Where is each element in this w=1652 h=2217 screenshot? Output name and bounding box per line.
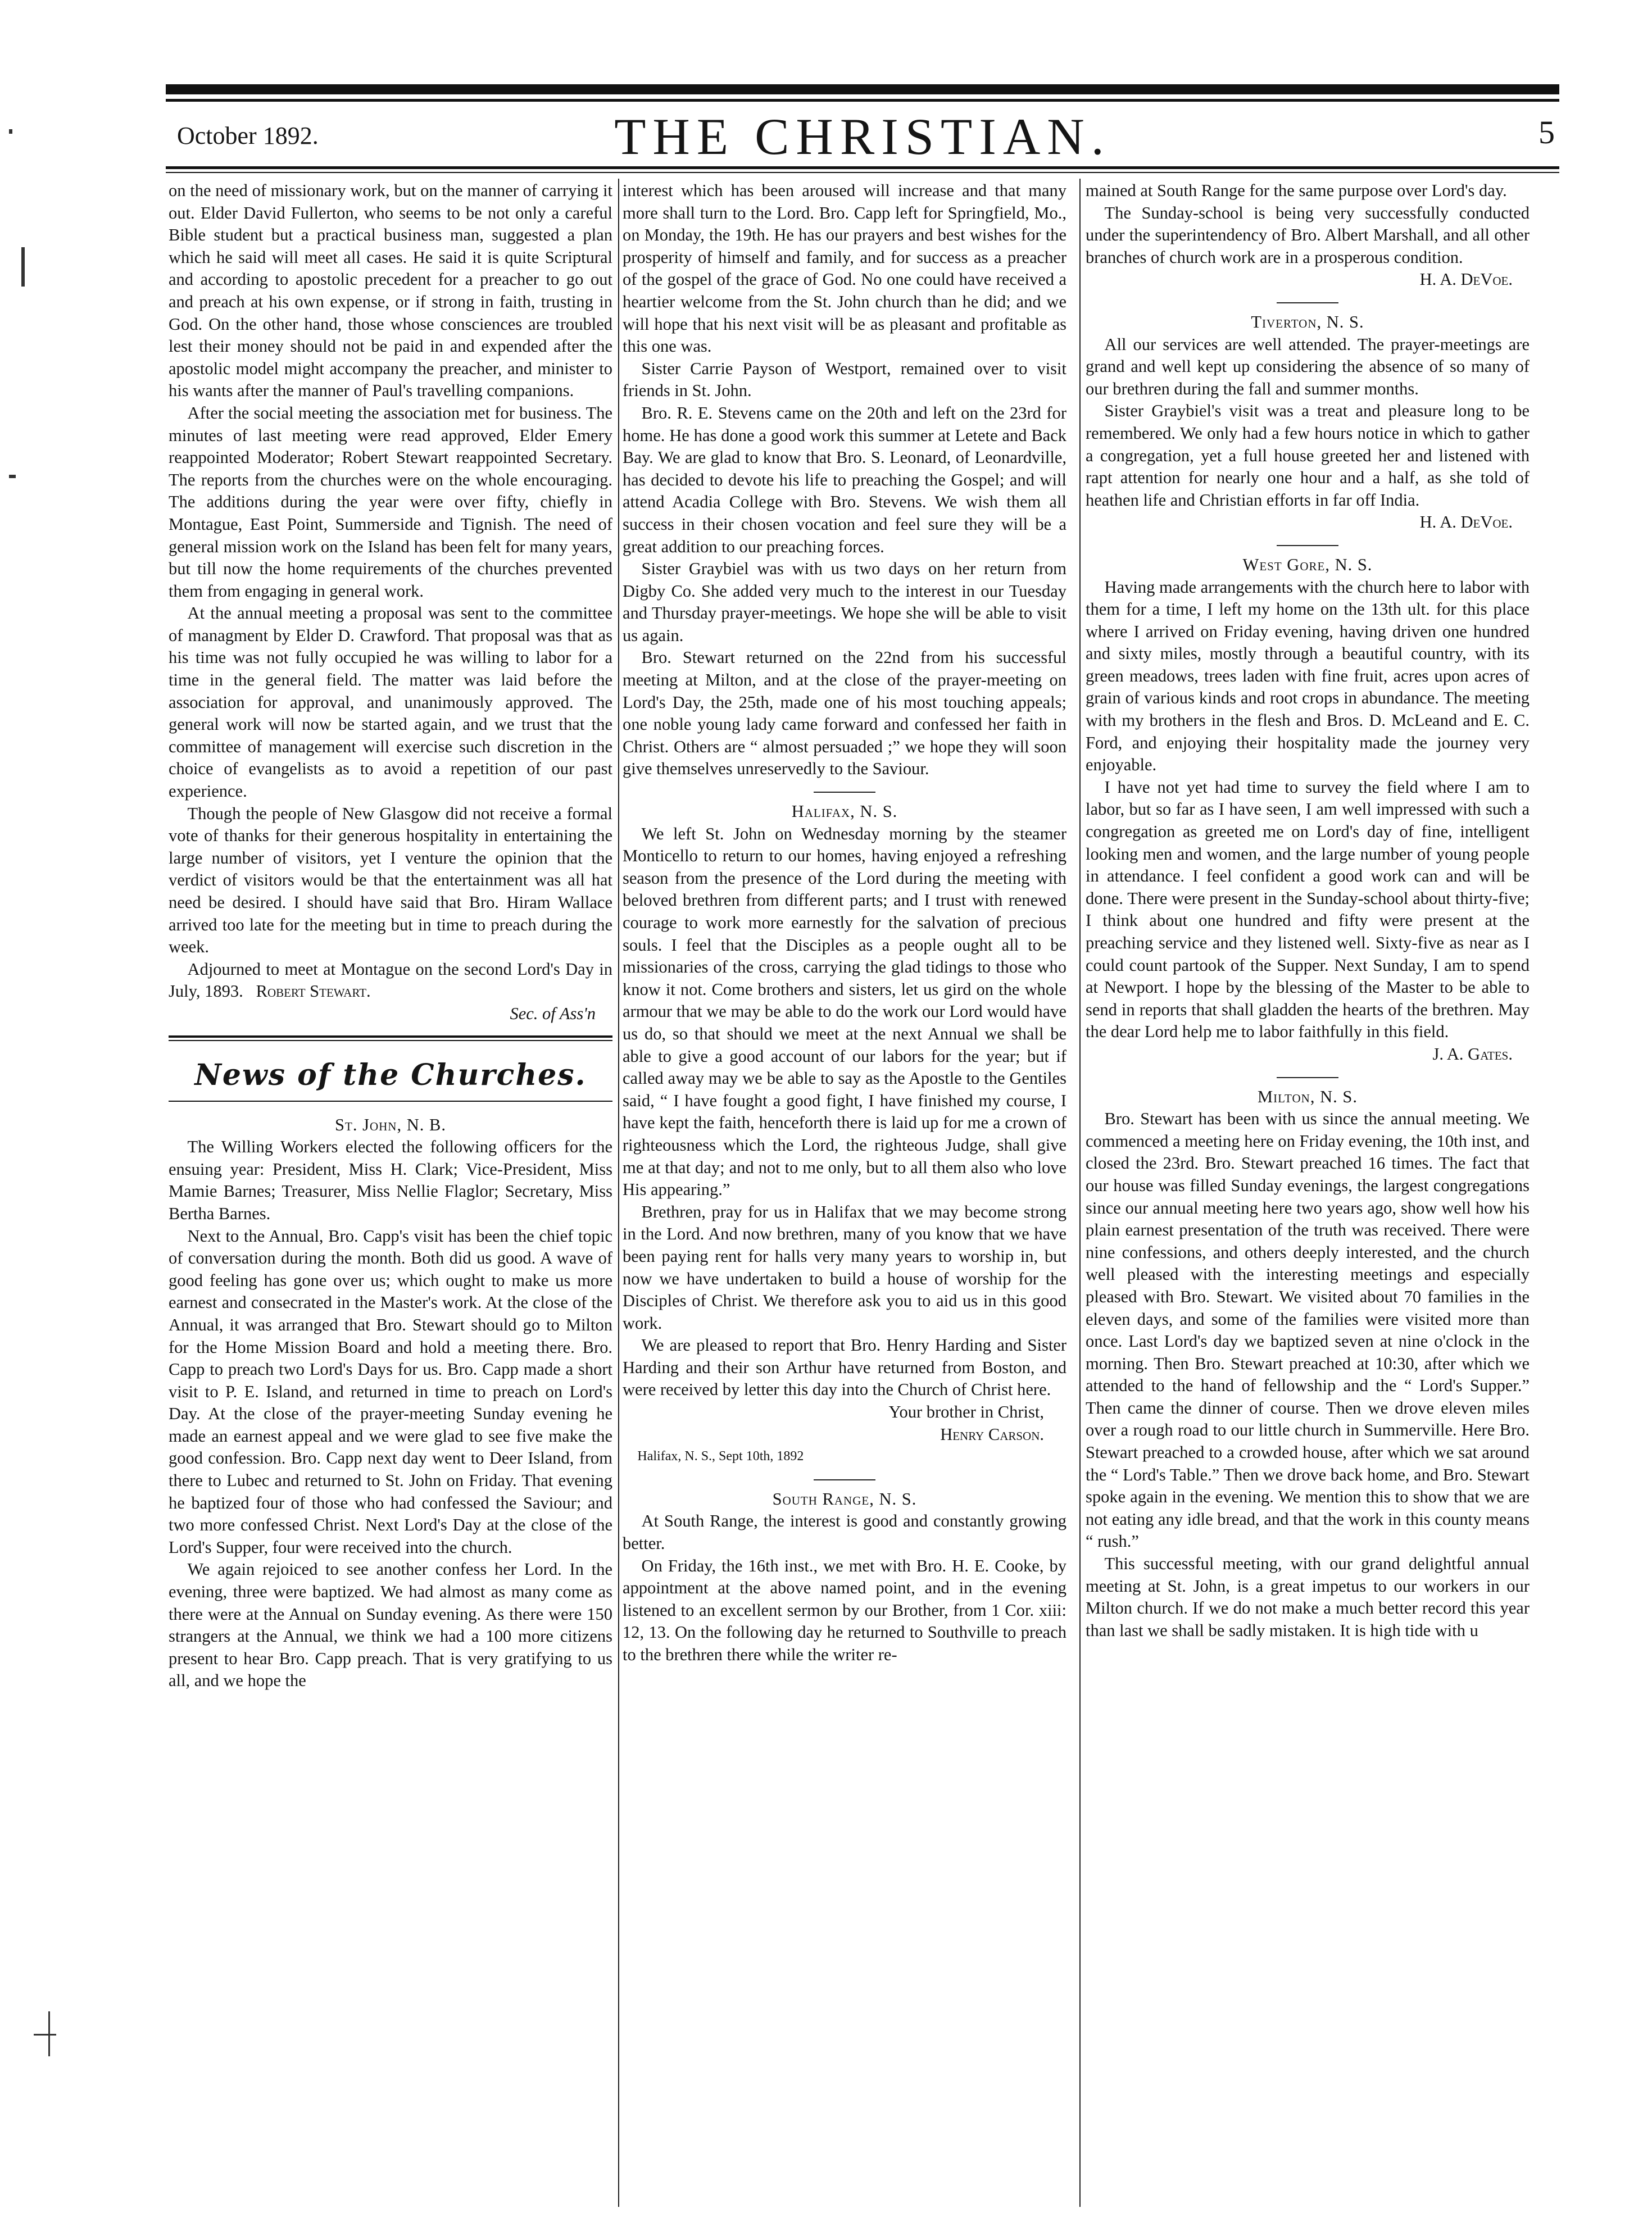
paragraph: At the annual meeting a proposal was sent to the committee of managment by Elder D. Crawford. That proposal was that as his time was not fully occupied he was willing to labor for a time in the general field. The matter was laid before the association for approval, and unanimously approved. The general work will now be started again, and we trust that the committee of management will exercise such discretion in the choice of evangelists as to avoid a repetition of our past experience.	[169, 603, 612, 801]
signature: J. A. Gates.	[1432, 1044, 1513, 1064]
paragraph: interest which has been aroused will increase and that many more shall turn to the Lord. Bro. Capp left for Springfield, Mo., on Monday, the 19th. He has our prayers and best wishes for the prosperity of himself and family, and for success as a preacher of the gospel of the grace of God. No one could have received a heartier welcome from the St. John church than he did; and we will hope that his next visit will be as pleasant and profitable as this one was.	[623, 181, 1066, 356]
column-1	[169, 180, 612, 2202]
paragraph-text: Adjourned to meet at Montague on the second Lord's Day in July, 1893.	[169, 959, 612, 1001]
paragraph: Sister Graybiel's visit was a treat and pleasure long to be remembered. We only had a few hours notice in which to gather a congregation, yet a full house greeted her and listened with rapt attention for nearly one hour and a half, as she told of heathen life and Christian efforts in far off India.	[1086, 401, 1530, 510]
article-heading: South Range, N. S.	[772, 1489, 917, 1509]
paragraph: The Sunday-school is being very successfully conducted under the superintendency of Bro. Albert Marshall, and all other branches of church work are in a prosperous condition.	[1086, 203, 1530, 267]
section-title: News of the Churches.	[194, 1057, 587, 1092]
paragraph: Next to the Annual, Bro. Capp's visit has been the chief topic of conversation during the month. Both did us good. A wave of good feeling has gone over us; which ought to make us more earnest and consecrated in the Master's work. At the close of the Annual, it was arranged that Bro. Stewart should go to Milton for the Home Mission Board and hold a meeting there. Bro. Capp to preach two Lord's Days for us. Bro. Capp made a short visit to P. E. Island, and returned in time to preach on Lord's Day. At the close of the prayer-meeting Sunday evening he made an earnest appeal and we were glad to see five make the good confession. Bro. Capp next day went to Deer Island, from there to Lubec and returned to St. John on Friday. That evening he baptized four of those who had confessed the Saviour; and two more confessed Christ. Next Lord's Day at the close of the Lord's Supper, four were received into the church.	[169, 1226, 612, 1557]
section-title-rule	[169, 1101, 612, 1102]
column-divider-1	[618, 179, 619, 2207]
paragraph: All our services are well attended. The prayer-meetings are grand and well kept up considering the absence of so many of our brethren during the fall and summer months.	[1086, 334, 1530, 398]
article-heading: West Gore, N. S.	[1242, 555, 1373, 574]
article-heading: Milton, N. S.	[1258, 1087, 1358, 1106]
signature: H. A. DeVoe.	[1419, 512, 1513, 532]
paragraph: Having made arrangements with the church here to labor with them for a time, I left my home on the 13th ult. for this place where I arrived on Friday evening, having driven one hundred and sixty miles, mostly through a beautiful country, with its green meadows, trees laden with fine fruit, acres upon acres of grain of various kinds and root crops in abundance. The meeting with my brothers in the flesh and Bros. D. McLeand and E. C. Ford, and enjoying their hospitality made the journey very enjoyable.	[1086, 577, 1530, 775]
column-2	[623, 180, 1066, 2202]
article-heading: St. John, N. B.	[335, 1115, 446, 1134]
scan-mark	[34, 2034, 56, 2036]
paragraph: This successful meeting, with our grand delightful annual meeting at St. John, is a great impetus to our workers in our Milton church. If we do not make a much better record this year than last we shall be sadly mistaken. It is high tide with u	[1086, 1554, 1530, 1640]
paragraph: On Friday, the 16th inst., we met with Bro. H. E. Cooke, by appointment at the above named point, and in the evening listened to an excellent sermon by our Brother, from 1 Cor. xiii: 12, 13. On the following day he returned to Southville to preach to the brethren there while the writer re-	[623, 1556, 1066, 1664]
article-separator	[1277, 545, 1338, 546]
signature: H. A. DeVoe.	[1419, 270, 1513, 289]
article-heading: Halifax, N. S.	[791, 802, 898, 821]
newspaper-title: THE CHRISTIAN.	[614, 108, 1111, 165]
top-thin-rule	[166, 99, 1559, 102]
top-thick-rule	[166, 84, 1559, 94]
paragraph	[169, 958, 612, 1003]
paragraph: Brethren, pray for us in Halifax that we may become strong in the Lord. And now brethren, many of you know that we have been paying rent for halls very many years to worship in, but now we have undertaken to build a house of worship for the Disciples of Christ. We therefore ask you to aid us in this good work.	[623, 1202, 1066, 1333]
paragraph: We left St. John on Wednesday morning by the steamer Monticello to return to our homes, having enjoyed a refreshing season from the presence of the Lord during the meeting with beloved brethren from different parts; and I trust with renewed courage to work more earnestly for the salvation of precious souls. I feel that the Disciples as a people ought all to be missionaries of the cross, carrying the glad tidings to those who know it not. Come brothers and sisters, let us gird on the whole armour that we may be able to do the work our Lord would have us do, so that should we meet at the next Annual we shall be able to give a good account of our labors for the year; but if called away may we be able to say as the Apostle to the Gentiles said, “ I have fought a good fight, I have finished my course, I have kept the faith, henceforth there is laid up for me a crown of righteousness which the Lord, the righteous Judge, shall give me at that day; and not to me only, but to all them also who love His appearing.”	[623, 824, 1066, 1200]
section-rule-thin	[169, 1040, 612, 1041]
paragraph: We again rejoiced to see another confess her Lord. In the evening, three were baptized. We had almost as many come as there were at the Annual on Sunday evening. As there were 150 strangers at the Annual, we think we had a 100 more citizens present to hear Bro. Capp preach. That is very gratifying to us all, and we hope the	[169, 1560, 612, 1691]
masthead	[166, 107, 1559, 163]
article-heading: Tiverton, N. S.	[1251, 312, 1364, 331]
masthead-rule-thin	[166, 172, 1559, 173]
paragraph: After the social meeting the association met for business. The minutes of last meeting were read approved, Elder Emery reappointed Moderator; Robert Stewart reappointed Secretary. The reports from the churches were on the whole encouraging. The additions during the year were over fifty, chiefly in Montague, East Point, Summerside and Tignish. The need of general mission work on the Island has been felt for many years, but till now the home requirements of the churches prevented them from engaging in general work.	[169, 403, 612, 601]
dateline: Halifax, N. S., Sept 10th, 1892	[637, 1449, 804, 1464]
paragraph: Sister Graybiel was with us two days on her return from Digby Co. She added very much to the interest in our Tuesday and Thursday prayer-meetings. We hope she will be able to visit us again.	[623, 559, 1066, 645]
article-separator	[1277, 1077, 1338, 1078]
masthead-rule	[166, 166, 1559, 169]
paragraph: Bro. R. E. Stevens came on the 20th and left on the 23rd for home. He has done a good work this summer at Letete and Back Bay. We are glad to know that Bro. S. Leonard, of Leonardville, has decided to devote his life to preaching the Gospel; and will attend Acadia College with Bro. Stevens. We wish them all success in their chosen vocation and feel sure they will be a great addition to our preaching forces.	[623, 403, 1066, 556]
paragraph: Though the people of New Glasgow did not receive a formal vote of thanks for their generous hospitality in entertaining the large number of visitors, yet I venture the opinion that the verdict of visitors would be that the entertainment was all hat need be desired. I should have said that Bro. Hiram Wallace arrived too late for the meeting but in time to preach during the week.	[169, 803, 612, 957]
page-number: 5	[1538, 114, 1555, 151]
paragraph: We are pleased to report that Bro. Henry Harding and Sister Harding and their son Arthur have returned from Boston, and were received by letter this day into the Church of Christ here.	[623, 1335, 1066, 1400]
signature: Henry Carson.	[940, 1424, 1044, 1444]
scan-mark	[9, 475, 16, 478]
paragraph: Bro. Stewart returned on the 22nd from his successful meeting at Milton, and at the close of the prayer-meeting on Lord's Day, the 25th, made one of his most touching appeals; one noble young lady came forward and confessed her faith in Christ. Others are “ almost persuaded ;” we hope they will soon give themselves unreservedly to the Saviour.	[623, 648, 1066, 779]
scan-mark	[48, 2011, 50, 2056]
paragraph: Bro. Stewart has been with us since the annual meeting. We commenced a meeting here on Friday evening, the 10th inst, and closed the 23rd. Bro. Stewart preached 16 times. The fact that our house was filled Sunday evenings, the largest congregations since our annual meeting here two years ago, show well how his plain earnest presentation of the truth was received. There were nine confessions, and others deeply interested, and the church well pleased with the interesting meetings and especially pleased with Bro. Stewart. We visited about 70 families in the eleven days, and some of the families were visited more than once. Last Lord's day we baptized seven at nine o'clock in the morning. Then Bro. Stewart preached at 10:30, after which we attended to the hand of fellowship and the “ Lord's Supper.” Then came the dinner of course. Then we drove eleven miles over a rough road to our little church in Summerville. Here Bro. Stewart preached to a crowded house, after which we sat around the “ Lord's Table.” Then we drove back home, and Bro. Stewart spoke again in the evening. We mention this to show that we are not eating any idle bread, and that the work in this county means “ rush.”	[1086, 1109, 1530, 1551]
scan-mark	[9, 129, 12, 134]
signature: Robert Stewart.	[256, 982, 371, 1001]
paragraph: on the need of missionary work, but on the manner of carrying it out. Elder David Fullerton, who seems to be not only a careful Bible student but a practical business man, suggested a plan which he said will meet all cases. He said it is quite Scriptural and according to apostolic precedent for a preacher to go out and preach at his own expense, or if strong in faith, trusting in God. On the other hand, those whose consciences are troubled lest their money should not be paid in and expended after the apostolic model might accompany the preacher, and minister to his wants after the manner of Paul's travelling companions.	[169, 181, 612, 401]
signature-title: Sec. of Ass'n	[510, 1003, 596, 1023]
article-separator	[1277, 302, 1338, 303]
paragraph: I have not yet had time to survey the field where I am to labor, but so far as I have seen, I am well impressed with such a congregation as greeted me on Lord's day of fine, intelligent looking men and women, and the large number of young people in attendance. I feel confident a good work can and will be done. There were present in the Sunday-school about thirty-five; I think about one hundred and fifty were present at the preaching service and they listened well. Sixty-five as near as I could count partook of the Supper. Next Sunday, I am to spend at Newport. I hope by the blessing of the Master to be able to send in reports that shall gladden the hearts of the brethren. May the dear Lord help me to labor faithfully in this field.	[1086, 777, 1530, 1042]
section-rule	[169, 1035, 612, 1038]
paragraph: The Willing Workers elected the following officers for the ensuing year: President, Miss H. Clark; Vice-President, Miss Mamie Barnes; Treasurer, Miss Nellie Flaglor; Secretary, Miss Bertha Barnes.	[169, 1137, 612, 1223]
paragraph: Sister Carrie Payson of Westport, remained over to visit friends in St. John.	[623, 358, 1066, 401]
article-separator	[814, 1479, 875, 1480]
column-divider-2	[1079, 179, 1081, 2207]
paragraph: At South Range, the interest is good and constantly growing better.	[623, 1511, 1066, 1553]
column-3	[1086, 180, 1530, 2202]
issue-date: October 1892.	[177, 122, 319, 149]
closing: Your brother in Christ,	[888, 1402, 1044, 1422]
scan-mark	[21, 247, 25, 287]
article-separator	[814, 792, 875, 793]
paragraph: mained at South Range for the same purpose over Lord's day.	[1086, 181, 1507, 200]
